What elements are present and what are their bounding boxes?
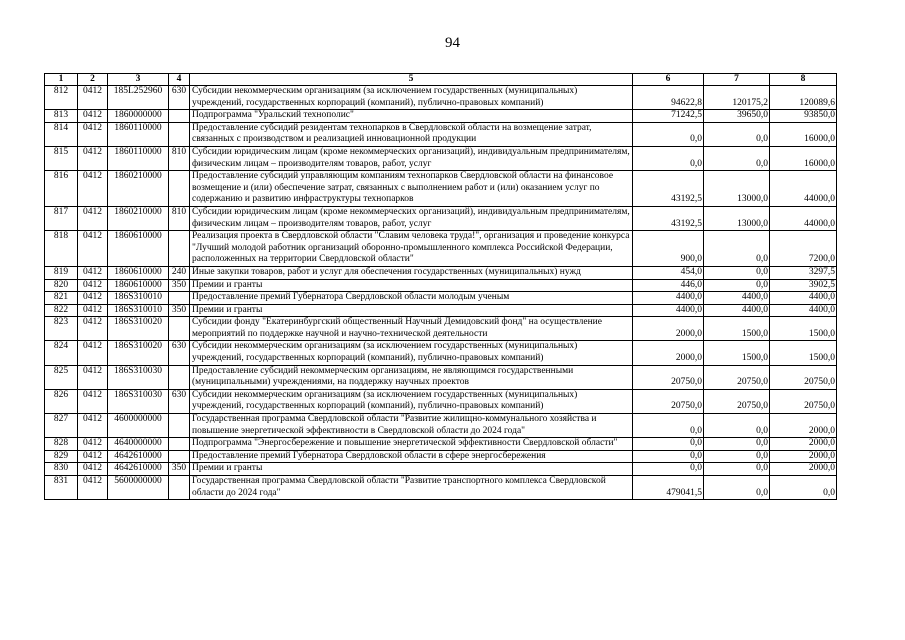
section-code-cell: 0412 xyxy=(78,206,108,230)
expense-type-cell xyxy=(169,414,190,438)
target-code-cell: 1860000000 xyxy=(108,110,169,123)
row-number-cell: 827 xyxy=(45,414,78,438)
item-name-cell: Иные закупки товаров, работ и услуг для обеспечения государственных (муниципальных) нужд xyxy=(190,266,633,279)
item-name-cell: Предоставление премий Губернатора Свердловской области в сфере энергосбережения xyxy=(190,450,633,463)
amount-cell-col6: 0,0 xyxy=(633,450,704,463)
expense-type-cell xyxy=(169,122,190,146)
amount-cell-col8: 7200,0 xyxy=(770,231,837,267)
item-name-cell: Подпрограмма "Энергосбережение и повышение энергетической эффективности Свердловской области" xyxy=(190,438,633,451)
expense-type-cell xyxy=(169,231,190,267)
amount-cell-col7: 0,0 xyxy=(704,122,770,146)
amount-cell-col8: 1500,0 xyxy=(770,341,837,365)
table-row xyxy=(45,304,837,317)
item-name-cell: Субсидии некоммерческим организациям (за исключением государственных (муниципальных) учреждений, государственных корпораций (компаний), публично-правовых компаний) xyxy=(190,86,633,110)
amount-cell-col8: 2000,0 xyxy=(770,438,837,451)
amount-cell-col7: 0,0 xyxy=(704,146,770,170)
table-row xyxy=(45,231,837,267)
section-code-cell: 0412 xyxy=(78,341,108,365)
amount-cell-col7: 13000,0 xyxy=(704,171,770,207)
amount-cell-col6: 4400,0 xyxy=(633,304,704,317)
section-code-cell: 0412 xyxy=(78,317,108,341)
amount-cell-col7: 1500,0 xyxy=(704,317,770,341)
row-number-cell: 829 xyxy=(45,450,78,463)
table-row xyxy=(45,206,837,230)
item-name-cell: Премии и гранты xyxy=(190,279,633,292)
amount-cell-col8: 16000,0 xyxy=(770,122,837,146)
item-name-cell: Предоставление субсидий некоммерческим организациям, не являющимся государственными (муниципальными) учреждениями, на поддержку научных проектов xyxy=(190,365,633,389)
amount-cell-col8: 20750,0 xyxy=(770,389,837,413)
table-row xyxy=(45,463,837,476)
row-number-cell: 830 xyxy=(45,463,78,476)
amount-cell-col6: 71242,5 xyxy=(633,110,704,123)
target-code-cell: 1860210000 xyxy=(108,171,169,207)
amount-cell-col8: 93850,0 xyxy=(770,110,837,123)
expense-type-cell: 350 xyxy=(169,463,190,476)
row-number-cell: 820 xyxy=(45,279,78,292)
expense-type-cell xyxy=(169,110,190,123)
table-row xyxy=(45,438,837,451)
expense-type-cell xyxy=(169,292,190,305)
column-header: 2 xyxy=(78,74,108,86)
amount-cell-col7: 20750,0 xyxy=(704,389,770,413)
section-code-cell: 0412 xyxy=(78,389,108,413)
row-number-cell: 821 xyxy=(45,292,78,305)
amount-cell-col8: 120089,6 xyxy=(770,86,837,110)
amount-cell-col7: 0,0 xyxy=(704,463,770,476)
table-row xyxy=(45,171,837,207)
column-header: 5 xyxy=(190,74,633,86)
item-name-cell: Субсидии юридическим лицам (кроме некоммерческих организаций), индивидуальным предпринимателям, физическим лицам – производителям товаров, работ, услуг xyxy=(190,146,633,170)
target-code-cell: 186S310010 xyxy=(108,292,169,305)
row-number-cell: 825 xyxy=(45,365,78,389)
amount-cell-col7: 0,0 xyxy=(704,231,770,267)
expense-type-cell: 810 xyxy=(169,146,190,170)
section-code-cell: 0412 xyxy=(78,122,108,146)
target-code-cell: 186S310020 xyxy=(108,317,169,341)
expense-type-cell: 630 xyxy=(169,389,190,413)
amount-cell-col8: 3902,5 xyxy=(770,279,837,292)
target-code-cell: 186S310030 xyxy=(108,389,169,413)
item-name-cell: Субсидии юридическим лицам (кроме некоммерческих организаций), индивидуальным предпринимателям, физическим лицам – производителям товаров, работ, услуг xyxy=(190,206,633,230)
table-row xyxy=(45,414,837,438)
expense-type-cell: 350 xyxy=(169,304,190,317)
amount-cell-col8: 2000,0 xyxy=(770,463,837,476)
table-row xyxy=(45,292,837,305)
amount-cell-col7: 0,0 xyxy=(704,450,770,463)
amount-cell-col7: 0,0 xyxy=(704,279,770,292)
expense-type-cell xyxy=(169,365,190,389)
amount-cell-col7: 4400,0 xyxy=(704,304,770,317)
amount-cell-col6: 4400,0 xyxy=(633,292,704,305)
amount-cell-col6: 2000,0 xyxy=(633,341,704,365)
amount-cell-col8: 16000,0 xyxy=(770,146,837,170)
section-code-cell: 0412 xyxy=(78,266,108,279)
table-row xyxy=(45,476,837,500)
amount-cell-col7: 39650,0 xyxy=(704,110,770,123)
table-row xyxy=(45,110,837,123)
amount-cell-col8: 44000,0 xyxy=(770,206,837,230)
expense-type-cell: 240 xyxy=(169,266,190,279)
target-code-cell: 1860110000 xyxy=(108,122,169,146)
column-header: 6 xyxy=(633,74,704,86)
amount-cell-col6: 2000,0 xyxy=(633,317,704,341)
item-name-cell: Предоставление субсидий управляющим компаниям технопарков Свердловской области на финансовое возмещение и (или) обеспечение затрат, связанных с выполнением работ и (или) оказанием услуг по содержанию и развитию инфраструктуры технопарков xyxy=(190,171,633,207)
target-code-cell: 4642610000 xyxy=(108,463,169,476)
expense-type-cell xyxy=(169,476,190,500)
amount-cell-col8: 3297,5 xyxy=(770,266,837,279)
item-name-cell: Субсидии фонду "Екатеринбургский общественный Научный Демидовский фонд" на осуществление мероприятий по поддержке научной и научно-технической деятельности xyxy=(190,317,633,341)
row-number-cell: 822 xyxy=(45,304,78,317)
section-code-cell: 0412 xyxy=(78,146,108,170)
amount-cell-col6: 94622,8 xyxy=(633,86,704,110)
row-number-cell: 826 xyxy=(45,389,78,413)
item-name-cell: Субсидии некоммерческим организациям (за исключением государственных (муниципальных) учреждений, государственных корпораций (компаний), публично-правовых компаний) xyxy=(190,341,633,365)
target-code-cell: 186S310020 xyxy=(108,341,169,365)
item-name-cell: Государственная программа Свердловской области "Развитие жилищно-коммунального хозяйства и повышение энергетической эффективности в Свердловской области до 2024 года" xyxy=(190,414,633,438)
amount-cell-col6: 20750,0 xyxy=(633,365,704,389)
column-header: 8 xyxy=(770,74,837,86)
amount-cell-col7: 0,0 xyxy=(704,266,770,279)
target-code-cell: 1860610000 xyxy=(108,231,169,267)
amount-cell-col6: 43192,5 xyxy=(633,206,704,230)
amount-cell-col6: 0,0 xyxy=(633,414,704,438)
amount-cell-col7: 13000,0 xyxy=(704,206,770,230)
table-row xyxy=(45,266,837,279)
expense-type-cell: 630 xyxy=(169,341,190,365)
expense-type-cell: 630 xyxy=(169,86,190,110)
section-code-cell: 0412 xyxy=(78,450,108,463)
row-number-cell: 818 xyxy=(45,231,78,267)
amount-cell-col6: 446,0 xyxy=(633,279,704,292)
column-header: 3 xyxy=(108,74,169,86)
target-code-cell: 185L252960 xyxy=(108,86,169,110)
amount-cell-col6: 20750,0 xyxy=(633,389,704,413)
amount-cell-col8: 20750,0 xyxy=(770,365,837,389)
row-number-cell: 831 xyxy=(45,476,78,500)
table-row xyxy=(45,279,837,292)
amount-cell-col8: 2000,0 xyxy=(770,414,837,438)
expense-type-cell xyxy=(169,171,190,207)
header-row xyxy=(45,74,837,86)
item-name-cell: Предоставление субсидий резидентам технопарков в Свердловской области на возмещение затрат, связанных с производством и реализацией инновационной продукции xyxy=(190,122,633,146)
budget-table xyxy=(44,73,837,500)
amount-cell-col7: 0,0 xyxy=(704,414,770,438)
page-number: 94 xyxy=(445,35,460,51)
section-code-cell: 0412 xyxy=(78,279,108,292)
amount-cell-col8: 2000,0 xyxy=(770,450,837,463)
amount-cell-col8: 44000,0 xyxy=(770,171,837,207)
item-name-cell: Премии и гранты xyxy=(190,463,633,476)
table-row xyxy=(45,146,837,170)
amount-cell-col6: 0,0 xyxy=(633,146,704,170)
table-row xyxy=(45,365,837,389)
target-code-cell: 1860610000 xyxy=(108,279,169,292)
target-code-cell: 4642610000 xyxy=(108,450,169,463)
amount-cell-col6: 479041,5 xyxy=(633,476,704,500)
target-code-cell: 4600000000 xyxy=(108,414,169,438)
item-name-cell: Субсидии некоммерческим организациям (за исключением государственных (муниципальных) учреждений, государственных корпораций (компаний), публично-правовых компаний) xyxy=(190,389,633,413)
row-number-cell: 814 xyxy=(45,122,78,146)
table-row xyxy=(45,450,837,463)
row-number-cell: 812 xyxy=(45,86,78,110)
expense-type-cell: 810 xyxy=(169,206,190,230)
target-code-cell: 1860610000 xyxy=(108,266,169,279)
row-number-cell: 816 xyxy=(45,171,78,207)
section-code-cell: 0412 xyxy=(78,304,108,317)
amount-cell-col6: 454,0 xyxy=(633,266,704,279)
row-number-cell: 819 xyxy=(45,266,78,279)
section-code-cell: 0412 xyxy=(78,292,108,305)
row-number-cell: 817 xyxy=(45,206,78,230)
expense-type-cell xyxy=(169,450,190,463)
amount-cell-col7: 20750,0 xyxy=(704,365,770,389)
amount-cell-col7: 1500,0 xyxy=(704,341,770,365)
amount-cell-col6: 900,0 xyxy=(633,231,704,267)
table-row xyxy=(45,389,837,413)
amount-cell-col6: 0,0 xyxy=(633,463,704,476)
expense-type-cell: 350 xyxy=(169,279,190,292)
item-name-cell: Подпрограмма "Уральский технополис" xyxy=(190,110,633,123)
expense-type-cell xyxy=(169,438,190,451)
item-name-cell: Реализация проекта в Свердловской области "Славим человека труда!", организация и проведение конкурса "Лучший молодой работник организаций оборонно-промышленного комплекса Российской Федерации, расположенных на территории Свердловской области" xyxy=(190,231,633,267)
section-code-cell: 0412 xyxy=(78,231,108,267)
item-name-cell: Предоставление премий Губернатора Свердловской области молодым ученым xyxy=(190,292,633,305)
section-code-cell: 0412 xyxy=(78,414,108,438)
amount-cell-col7: 120175,2 xyxy=(704,86,770,110)
section-code-cell: 0412 xyxy=(78,463,108,476)
target-code-cell: 186S310010 xyxy=(108,304,169,317)
column-header: 7 xyxy=(704,74,770,86)
row-number-cell: 828 xyxy=(45,438,78,451)
target-code-cell: 186S310030 xyxy=(108,365,169,389)
table-row xyxy=(45,86,837,110)
amount-cell-col8: 4400,0 xyxy=(770,304,837,317)
section-code-cell: 0412 xyxy=(78,438,108,451)
item-name-cell: Государственная программа Свердловской области "Развитие транспортного комплекса Свердловской области до 2024 года" xyxy=(190,476,633,500)
column-header: 4 xyxy=(169,74,190,86)
row-number-cell: 823 xyxy=(45,317,78,341)
target-code-cell: 5600000000 xyxy=(108,476,169,500)
amount-cell-col8: 1500,0 xyxy=(770,317,837,341)
amount-cell-col7: 4400,0 xyxy=(704,292,770,305)
section-code-cell: 0412 xyxy=(78,171,108,207)
amount-cell-col8: 0,0 xyxy=(770,476,837,500)
table-row xyxy=(45,317,837,341)
row-number-cell: 824 xyxy=(45,341,78,365)
section-code-cell: 0412 xyxy=(78,110,108,123)
amount-cell-col7: 0,0 xyxy=(704,476,770,500)
amount-cell-col6: 0,0 xyxy=(633,438,704,451)
target-code-cell: 1860210000 xyxy=(108,206,169,230)
table-row xyxy=(45,341,837,365)
expense-type-cell xyxy=(169,317,190,341)
amount-cell-col6: 43192,5 xyxy=(633,171,704,207)
section-code-cell: 0412 xyxy=(78,365,108,389)
table-row xyxy=(45,122,837,146)
item-name-cell: Премии и гранты xyxy=(190,304,633,317)
column-header: 1 xyxy=(45,74,78,86)
row-number-cell: 813 xyxy=(45,110,78,123)
section-code-cell: 0412 xyxy=(78,476,108,500)
section-code-cell: 0412 xyxy=(78,86,108,110)
amount-cell-col6: 0,0 xyxy=(633,122,704,146)
amount-cell-col8: 4400,0 xyxy=(770,292,837,305)
amount-cell-col7: 0,0 xyxy=(704,438,770,451)
target-code-cell: 4640000000 xyxy=(108,438,169,451)
row-number-cell: 815 xyxy=(45,146,78,170)
target-code-cell: 1860110000 xyxy=(108,146,169,170)
